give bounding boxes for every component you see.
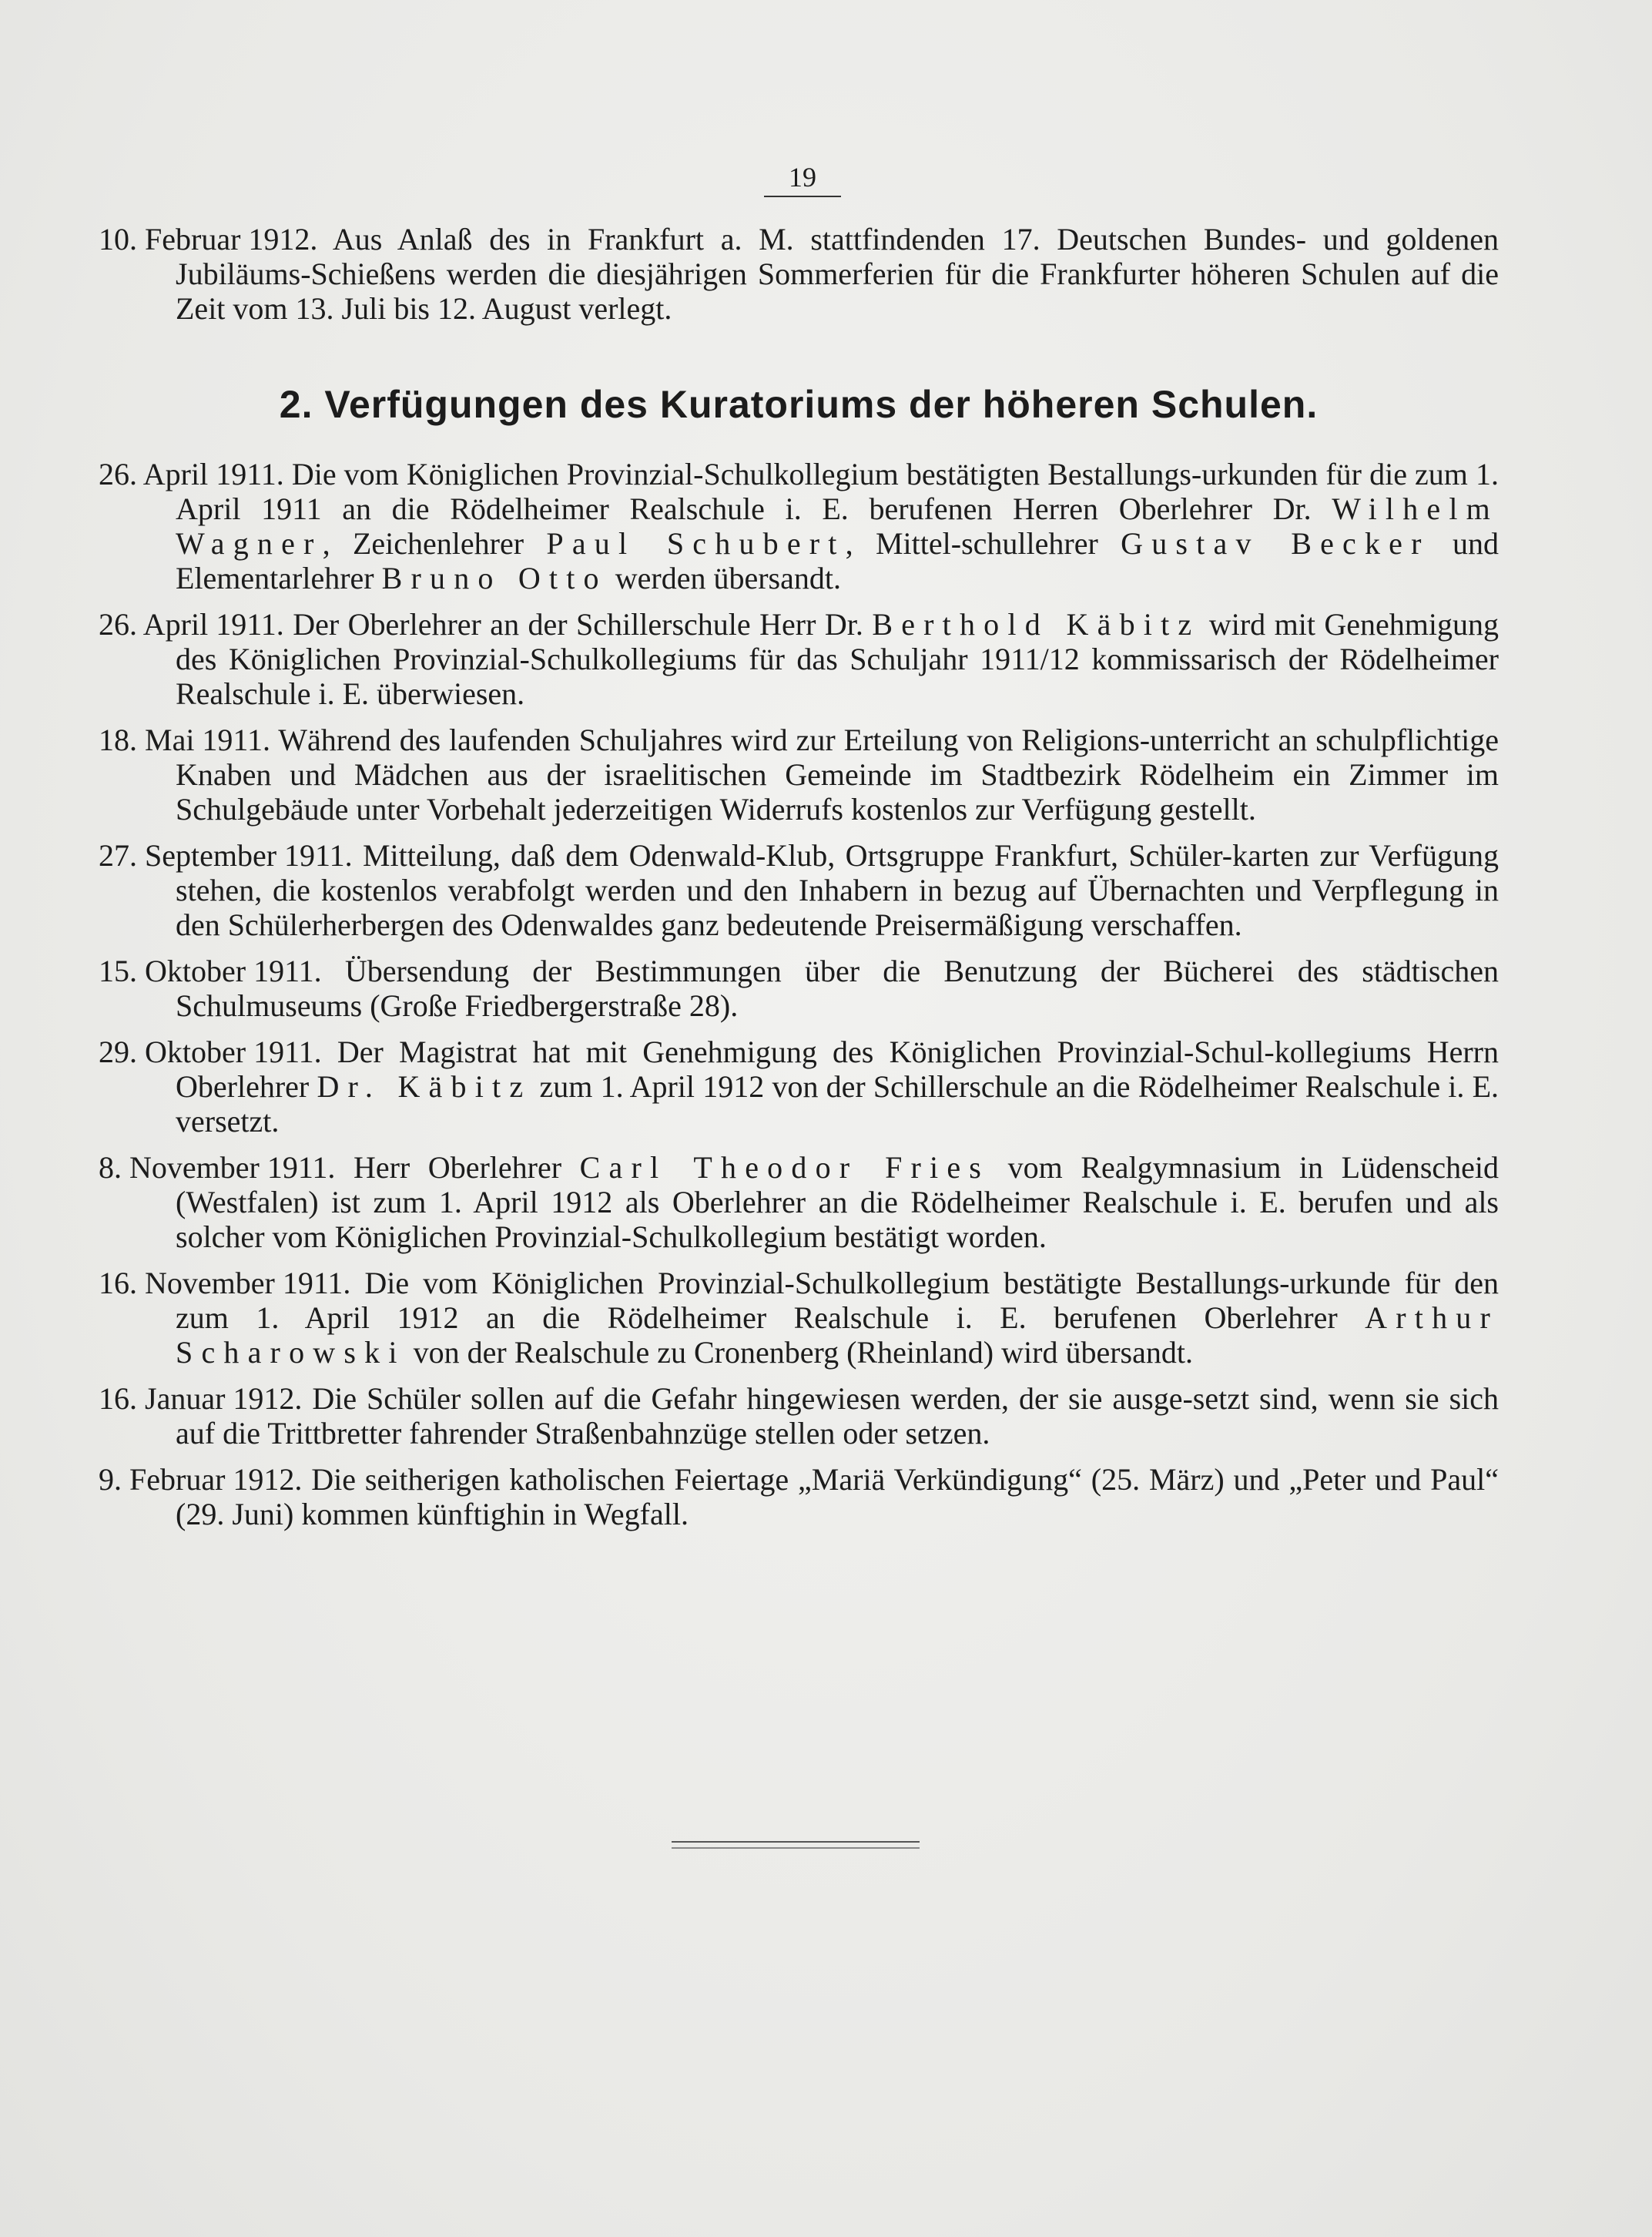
entry-text: Der Oberlehrer an der Schillerschule Herr Dr. — [293, 607, 863, 642]
entry-text: Herr Oberlehrer — [353, 1150, 562, 1185]
entry-text: , Zeichenlehrer — [322, 526, 524, 561]
entry-date: 15. Oktober 1911. — [99, 954, 322, 988]
entry-date: 16. November 1911. — [99, 1266, 351, 1300]
entry-trittbretter — [99, 1381, 1499, 1451]
entry-date: 27. September 1911. — [99, 838, 353, 873]
page-number-rule — [764, 196, 841, 197]
entry-text: Die Schüler sollen auf die Gefahr hingewiesen werden, der sie ausge-setzt sind, wenn sie sich auf die Trittbretter fahrender Straßenbahnzüge stellen oder setzen. — [176, 1381, 1500, 1451]
entry-ferien-1912 — [99, 222, 1499, 326]
entry-text: Aus Anlaß des in Frankfurt a. M. stattfindenden 17. Deutschen Bundes- und goldenen Jubiläums-Schießens werden die diesjährigen Sommerferien für die Frankfurter höheren Schulen auf die Zeit vom 13. Juli bis 12. August verlegt. — [176, 222, 1500, 326]
entry-text: wird mit Genehmigung des Königlichen Provinzial-Schulkollegiums für das Schuljahr 1911/12 kommissarisch der Rödelheimer Realschule i. E. überwiesen. — [176, 607, 1500, 711]
page-number: 19 — [789, 162, 816, 193]
entry-date: 26. April 1911. — [99, 607, 284, 642]
entry-text: Die vom Königlichen Provinzial-Schulkollegium bestätigten Bestallungs-urkunden für die zum 1. April 1911 an die Rödelheimer Realschule i. E. berufenen Herren Oberlehrer Dr. — [176, 457, 1499, 526]
person-name: Wilhelm Wagner — [176, 491, 1499, 561]
entry-text: und Elementarlehrer — [176, 526, 1500, 595]
page-content — [99, 222, 1499, 1543]
end-rule — [672, 1841, 920, 1849]
entry-bestallung-1911 — [99, 457, 1499, 595]
entry-text: vom Realgymnasium in Lüdenscheid (Westfalen) ist zum 1. April 1912 als Oberlehrer an die Rödelheimer Realschule i. E. berufen und als solcher vom Königlichen Provinzial-Schulkollegium bestätigt worden. — [176, 1150, 1500, 1254]
entry-fries-berufen — [99, 1150, 1499, 1254]
person-name: Berthold Käbitz — [872, 607, 1201, 642]
entry-date: 29. Oktober 1911. — [99, 1035, 322, 1069]
entry-date: 26. April 1911. — [99, 457, 284, 491]
entry-text: Die vom Königlichen Provinzial-Schulkollegium bestätigte Bestallungs-urkunde für den zum 1. April 1912 an die Rödelheimer Realschule i. E. berufenen Oberlehrer — [176, 1266, 1500, 1335]
entry-kaebitz-versetzt — [99, 1035, 1499, 1139]
entry-buecherei — [99, 954, 1499, 1023]
person-name: Bruno Otto — [381, 561, 608, 595]
person-name: Gustav Becker — [1121, 526, 1430, 561]
entry-text: werden übersandt. — [615, 561, 841, 595]
entry-text: zum 1. April 1912 von der Schillerschule an die Rödelheimer Realschule i. E. versetzt. — [176, 1069, 1500, 1139]
person-name: Arthur Scharowski — [176, 1300, 1500, 1370]
entry-text: Übersendung der Bestimmungen über die Benutzung der Bücherei des städtischen Schulmuseums (Große Friedbergerstraße 28). — [176, 954, 1500, 1023]
entry-date: 9. Februar 1912. — [99, 1462, 303, 1497]
entry-religionsunterricht — [99, 723, 1499, 827]
person-name: Carl Theodor Fries — [579, 1150, 990, 1185]
entry-odenwald-klub — [99, 838, 1499, 942]
entry-scharowski-bestallung — [99, 1266, 1499, 1370]
entry-text: von der Realschule zu Cronenberg (Rheinland) wird übersandt. — [413, 1335, 1193, 1370]
entry-feiertage — [99, 1462, 1499, 1531]
entry-text: Die seitherigen katholischen Feiertage „Mariä Verkündigung“ (25. März) und „Peter und Paul“ (29. Juni) kommen künftighin in Wegfall. — [176, 1462, 1500, 1531]
entry-kaebitz-ueberwiesen — [99, 607, 1499, 711]
entry-date: 8. November 1911. — [99, 1150, 336, 1185]
entry-text: Während des laufenden Schuljahres wird zur Erteilung von Religions-unterricht an schulpflichtige Knaben und Mädchen aus der israelitischen Gemeinde im Stadtbezirk Rödelheim ein Zimmer im Schulgebäude unter Vorbehalt jederzeitigen Widerrufs kostenlos zur Verfügung gestellt. — [176, 723, 1499, 827]
entry-date: 10. Februar 1912. — [99, 222, 318, 257]
person-name: Paul Schubert — [546, 526, 846, 561]
entry-date: 18. Mai 1911. — [99, 723, 270, 757]
entry-text: Mitteilung, daß dem Odenwald-Klub, Ortsgruppe Frankfurt, Schüler-karten zur Verfügung stehen, die kostenlos verabfolgt werden und den Inhabern in bezug auf Übernachten und Verpflegung in den Schülerherbergen des Odenwaldes ganz bedeutende Preisermäßigung verschaffen. — [176, 838, 1500, 942]
section-heading: 2. Verfügungen des Kuratoriums der höheren Schulen. — [279, 383, 1319, 426]
entry-text: , Mittel-schullehrer — [845, 526, 1098, 561]
entry-text: Der Magistrat hat mit Genehmigung des Königlichen Provinzial-Schul-kollegiums Herrn Oberlehrer — [176, 1035, 1500, 1104]
person-name: Dr. Käbitz — [317, 1069, 532, 1104]
entry-date: 16. Januar 1912. — [99, 1381, 303, 1416]
